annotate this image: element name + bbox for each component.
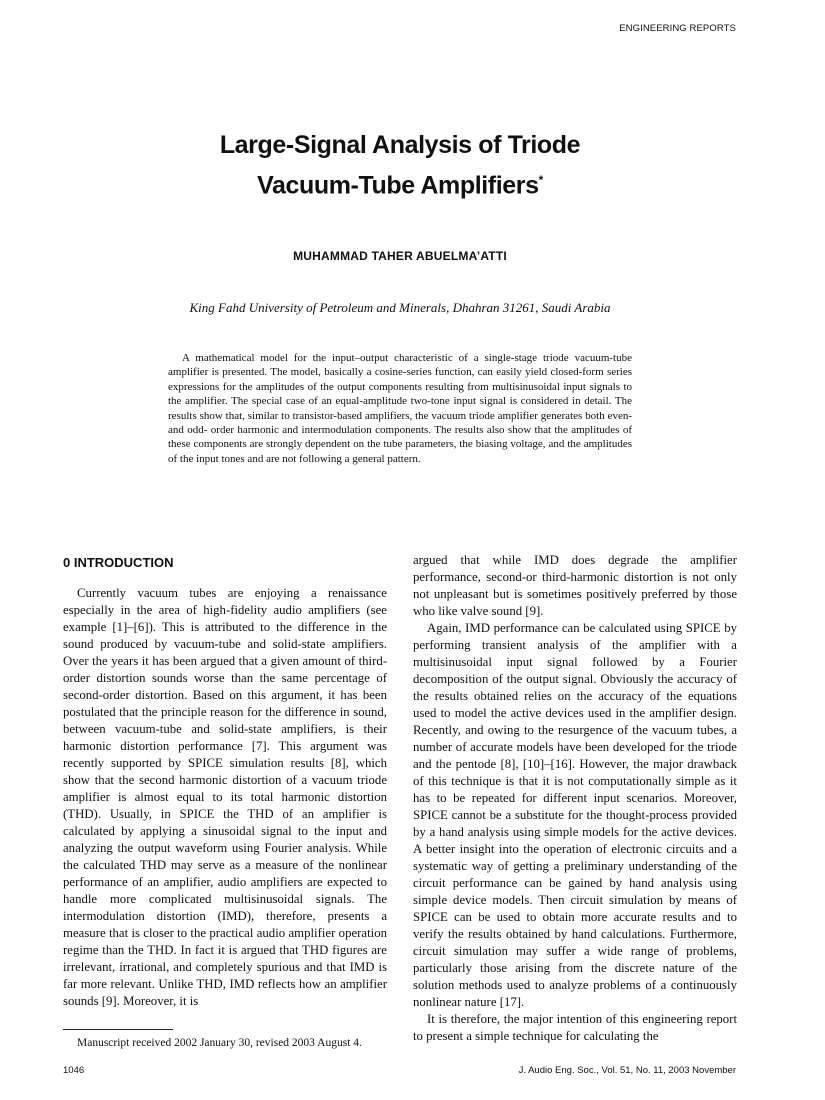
abstract: A mathematical model for the input–output characteristic of a single-stage triode vacuum-tube amplifier is presented. The model, basically a cosine-series function, can easily yield closed-form series expressions for the amplitudes of the output components resulting from multisinusoidal input signals to the amplifier. The special case of an equal-amplitude two-tone input signal is considered in detail. The results show that, similar to transistor-based amplifiers, the vacuum triode amplifier generates both even- and odd- order harmonic and intermodulation components. The results also show that the amplitudes of these components are strongly dependent on the tube parameters, the biasing voltage, and the amplitudes of the input tones and are not following a general pattern. [168,352,632,465]
body-paragraph: Again, IMD performance can be calculated using SPICE by performing transient analysis of the amplifier with a multisinusoidal input signal followed by a Fourier decomposition of the output signal. Obviously the accuracy of the results obtained relies on the accuracy of the equations used to model the active devices used in the amplifier design. Recently, and owing to the resurgence of the vacuum tubes, a number of accurate models have been developed for the triode and the pentode [8], [10]–[16]. However, the major drawback of this technique is that it is not computationally simple as it has to be repeated for different input scenarios. Moreover, SPICE cannot be a substitute for the thought-process provided by a hand analysis using simple models for the active devices. A better insight into the operation of electronic circuits and a systematic way of getting a preliminary understanding of the circuit performance can be gained by hand analysis using simple device models. Then circuit simulation by means of SPICE can be used to obtain more accurate results and to verify the results obtained by hand calculations. Furthermore, circuit simulation may suffer a wide range of problems, particularly those arising from the discrete nature of the solution methods used to analyze problems of a continuously nonlinear nature [17]. [413,621,737,1009]
section-heading: 0 INTRODUCTION [63,555,174,570]
page-number: 1046 [63,1065,85,1076]
body-paragraph: argued that while IMD does degrade the amplifier performance, second-or third-harmonic distortion is not only not unpleasant but is sometimes positively preferred by those who like valve sound [9]. [413,553,737,618]
body-paragraph: Currently vacuum tubes are enjoying a renaissance especially in the area of high-fidelity audio amplifiers (see example [1]–[6]). This is attributed to the difference in the sound produced by vacuum-tube and solid-state amplifiers. Over the years it has been argued that a given amount of third-order distortion sounds worse than the same percentage of second-order distortion. Based on this argument, it has been postulated that the principle reason for the difference in sound, between vacuum-tube and solid-state amplifiers, is their harmonic distortion performance [7]. This argument was recently supported by SPICE simulation results [8], which show that the second harmonic distortion of a vacuum triode amplifier is almost equal to its total harmonic distortion (THD). Usually, in SPICE the THD of an amplifier is calculated by applying a sinusoidal signal to the input and analyzing the output waveform using Fourier analysis. While the calculated THD may serve as a measure of the nonlinear performance of an amplifier, audio amplifiers are expected to handle more complicated multisinusoidal signals. The intermodulation distortion (IMD), therefore, presents a measure that is closer to the practical audio amplifier operation regime than the THD. In fact it is argued that THD figures are irrelevant, irrational, and completely spurious and that IMD is far more relevant. Unlike THD, IMD reflects how an amplifier sounds [9]. Moreover, it is [63,586,387,1008]
title-footnote-mark: * [538,173,543,187]
title-line-2 [0,163,800,203]
journal-citation: J. Audio Eng. Soc., Vol. 51, No. 11, 2003 November [518,1065,736,1076]
paper-title [0,128,800,203]
author-name: MUHAMMAD TAHER ABUELMA’ATTI [293,249,507,263]
footnote: Manuscript received 2002 January 30, revised 2003 August 4. [77,1037,362,1049]
title-line-2-text: Vacuum-Tube Amplifiers [257,171,539,200]
title-line-1: Large-Signal Analysis of Triode [219,131,581,159]
left-column [63,552,387,1010]
author-affiliation: King Fahd University of Petroleum and Minerals, Dhahran 31261, Saudi Arabia [189,300,611,315]
footnote-divider [63,1029,173,1030]
body-paragraph: It is therefore, the major intention of this engineering report to present a simple technique for calculating the [413,1012,737,1043]
running-head: ENGINEERING REPORTS [619,23,736,34]
right-column [413,552,737,1045]
